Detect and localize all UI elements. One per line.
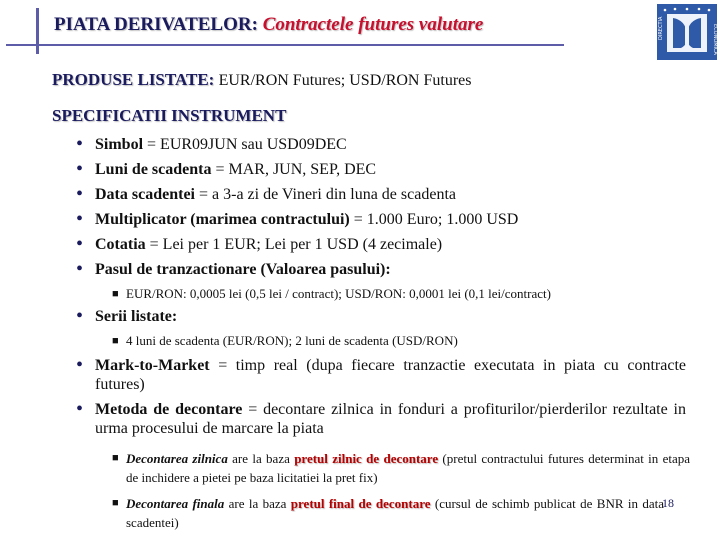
bullet-icon: • bbox=[76, 233, 84, 255]
bullet-icon: • bbox=[76, 258, 84, 280]
title-horizontal-rule bbox=[6, 44, 564, 46]
spec-heading: SPECIFICATII INSTRUMENT bbox=[52, 106, 287, 125]
square-bullet-icon: ■ bbox=[112, 452, 119, 464]
bullet-icon: • bbox=[76, 158, 84, 180]
square-bullet-icon: ■ bbox=[112, 497, 119, 509]
products-label: PRODUSE LISTATE: bbox=[52, 70, 215, 89]
bullet-icon: • bbox=[76, 208, 84, 230]
title-vertical-rule bbox=[36, 8, 39, 54]
svg-text:DIRECTIA: DIRECTIA bbox=[658, 16, 664, 40]
bullet-icon: • bbox=[76, 133, 84, 155]
slide-title bbox=[54, 14, 483, 36]
products-line bbox=[52, 70, 471, 90]
bullet-icon: • bbox=[76, 398, 84, 420]
spec-item-metoda: • Metoda de decontare = decontare zilnica in fonduri a profiturilor/pierderilor rezultate in urma procesului de marcare la piata bbox=[76, 398, 686, 437]
title-main: PIATA DERIVATELOR: bbox=[54, 14, 258, 35]
decontare-zilnica-subitem: ■ Decontarea zilnica are la baza pretul zilnic de decontare (pretul contractului futures determinat in etapa de inchidere a pietei pe baza licitatiei la pret fix) bbox=[112, 451, 691, 485]
products-value: EUR/RON Futures; USD/RON Futures bbox=[218, 72, 472, 89]
page-number: 18 bbox=[662, 496, 674, 510]
square-bullet-icon: ■ bbox=[112, 335, 119, 347]
bullet-icon: • bbox=[76, 183, 84, 205]
svg-text:ECONOMICA: ECONOMICA bbox=[712, 24, 718, 55]
bullet-icon: • bbox=[76, 354, 84, 376]
decontare-finala-subitem: ■ Decontarea finala are la baza pretul final de decontare (cursul de schimb publicat de BNR in data scadentei) bbox=[112, 496, 665, 530]
title-subtitle: Contractele futures valutare bbox=[262, 14, 484, 35]
bullet-icon: • bbox=[76, 305, 84, 327]
square-bullet-icon: ■ bbox=[112, 288, 119, 300]
institution-logo bbox=[657, 4, 717, 60]
spec-item-mtm: • Mark-to-Market = timp real (dupa fiecare tranzactie executata in piata cu contracte futures) bbox=[76, 354, 686, 393]
